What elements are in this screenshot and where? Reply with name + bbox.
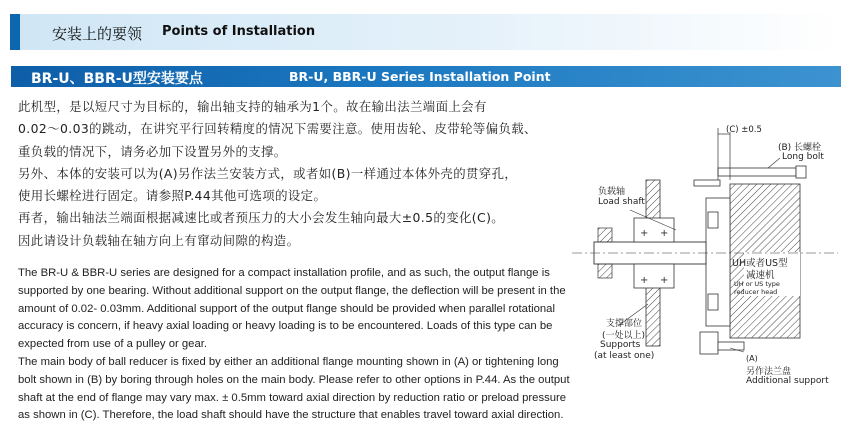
reducer-label-cn-1: UH或者US型	[732, 258, 788, 269]
svg-text:+: +	[660, 228, 669, 239]
svg-text:+: +	[640, 228, 649, 239]
support-label-cn-2: (一处以上)	[602, 331, 646, 341]
cn-line: 重负载的情况下，请务必加下设置另外的支撑。	[18, 143, 287, 159]
additional-support	[700, 332, 718, 354]
dim-c-label: (C) ±0.5	[726, 125, 762, 135]
support-label-en-2: (at least one)	[594, 351, 655, 361]
en-line: bolt shown in (B) by boring through holes on the main body. Please refer to other options in P.44. As the output	[18, 373, 570, 386]
reducer-label-en-2: reducer head	[734, 288, 778, 296]
cn-line: 此机型，是以短尺寸为目标的，输出轴支持的轴承为1个。故在输出法兰端面上会有	[18, 99, 487, 114]
installation-diagram	[568, 118, 854, 410]
reducer-label-cn-2: 减速机	[746, 270, 775, 281]
subsection-header	[11, 66, 841, 87]
en-line: amount of 0.02- 0.03mm. Additional support of the output flange should be provided when parallel rotational	[18, 302, 555, 315]
en-line: expected from use of a pulley or gear.	[18, 338, 208, 351]
cn-line: 再者，输出轴法兰端面根据减速比或者预压力的大小会发生轴向最大±0.5的变化(C)。	[18, 210, 505, 226]
svg-text:+: +	[640, 275, 649, 286]
section-header	[10, 14, 842, 50]
en-line: The main body of ball reducer is fixed by either an additional flange mounting shown in (A) or tightening long	[18, 355, 559, 368]
svg-text:+: +	[660, 275, 669, 286]
chinese-description	[18, 96, 566, 252]
long-bolt-label-cn: (B) 长螺栓	[778, 143, 822, 153]
subsection-title-en: BR-U, BBR-U Series Installation Point	[289, 69, 551, 84]
cn-line: 0.02～0.03的跳动，在讲究平行回转精度的情况下需要注意。使用齿轮、皮带轮等偏负载、	[18, 121, 537, 137]
additional-support-label-en: Additional support	[746, 376, 829, 386]
additional-support-label-cn: 另作法兰盘	[746, 367, 792, 377]
en-line: The BR-U & BBR-U series are designed for a compact installation profile, and as such, the output flange is	[18, 267, 550, 279]
en-line: shaft at the end of flange may vary max. ± 0.5mm toward axial direction by reduction ratio or preload pressure	[18, 391, 567, 404]
long-bolt-label-en: Long bolt	[782, 152, 824, 162]
additional-support-label-a: (A)	[746, 354, 758, 363]
cn-line: 使用长螺栓进行固定。请参照P.44其他可选项的设定。	[18, 188, 327, 204]
reducer-label-en-1: UH or US type	[734, 280, 780, 288]
en-line: supported by one bearing. Without additional support on the output flange, the deflection will be present in the	[18, 284, 566, 297]
support-label-cn-1: 支撑部位	[606, 319, 643, 329]
cn-line: 另外、本体的安装可以为(A)另作法兰安装方式，或者如(B)一样通过本体外壳的贯穿孔，	[18, 165, 518, 181]
english-description	[18, 265, 570, 425]
subsection-title-cn: BR-U、BBR-U型安装要点	[31, 71, 203, 87]
en-line: accuracy is concern, if heavy axial loading or heavy loading is to be encountered. Loads of this type can be	[18, 320, 553, 333]
header-title-cn: 安装上的要领	[52, 25, 143, 43]
load-shaft-label-en: Load shaft	[598, 197, 645, 207]
header-title-en: Points of Installation	[162, 24, 316, 39]
support-label-en-1: Supports	[600, 340, 641, 350]
en-line: as shown in (C). Therefore, the load shaft should have the structure that enables travel toward axial direction.	[18, 409, 564, 422]
load-shaft-label-cn: 负载轴	[598, 187, 626, 197]
cn-line: 因此请设计负载轴在轴方向上有窜动间隙的构造。	[18, 232, 300, 248]
header-accent-bar	[10, 14, 20, 50]
